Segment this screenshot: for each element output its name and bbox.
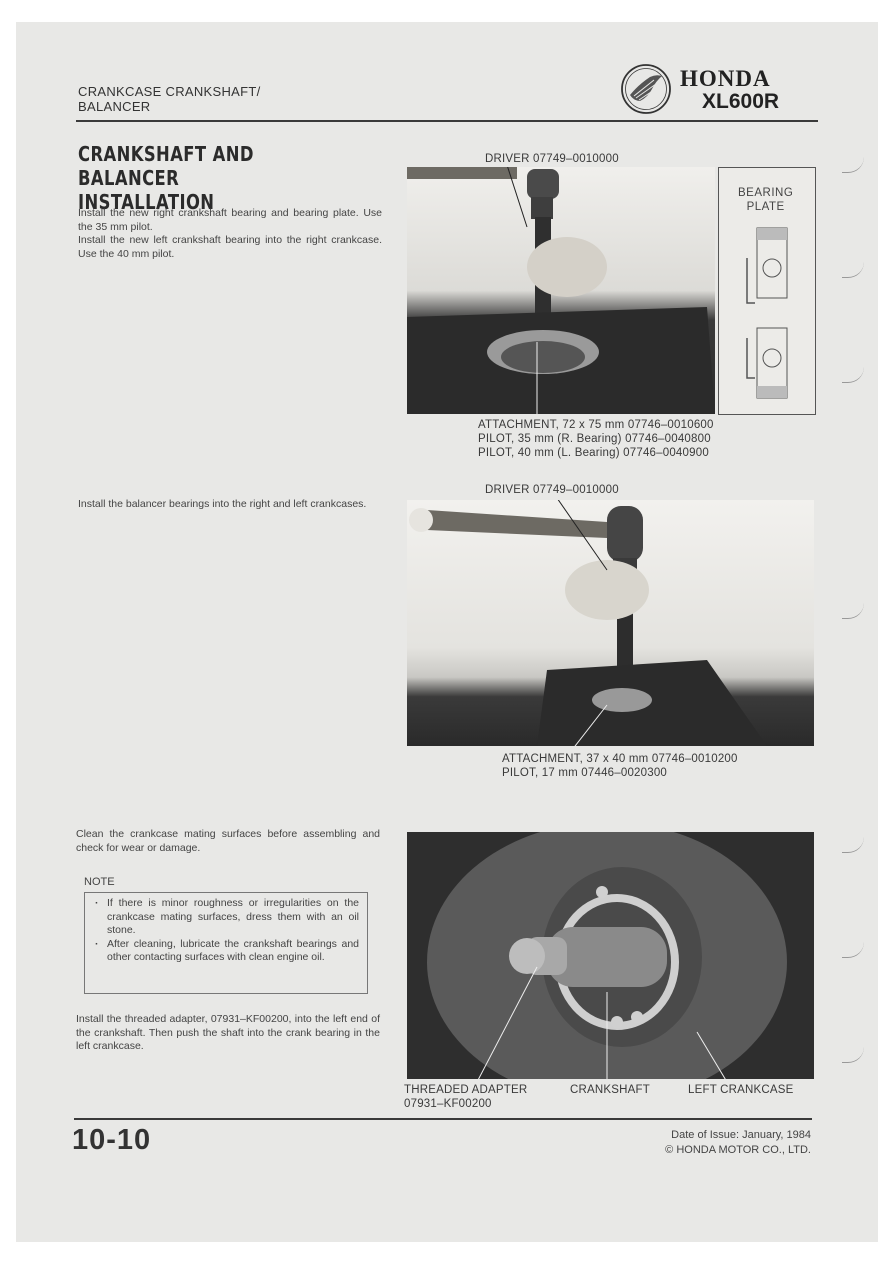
copyright: © HONDA MOTOR CO., LTD. xyxy=(665,1144,811,1156)
figure3-crankshaft-label: CRANKSHAFT xyxy=(570,1084,650,1096)
figure1-driver-label: DRIVER 07749–0010000 xyxy=(485,153,619,165)
figure1-pilot-right-label: PILOT, 35 mm (R. Bearing) 07746–0040800 xyxy=(478,433,711,445)
threaded-adapter-part-number: 07931–KF00200 xyxy=(404,1098,492,1110)
instruction-balancer-bearings: Install the balancer bearings into the right and left crankcases. xyxy=(78,498,367,510)
issue-info xyxy=(600,1128,811,1158)
figure2-attachment-label: ATTACHMENT, 37 x 40 mm 07746–0010200 xyxy=(502,753,738,765)
figure1-pilot-left-label: PILOT, 40 mm (L. Bearing) 07746–0040900 xyxy=(478,447,709,459)
instruction-threaded-adapter: Install the threaded adapter, 07931–KF00200, into the left end of the crankshaft. Then push the shaft into the crank bearing in the left crankcase. xyxy=(76,1013,380,1052)
figure2-pilot-label: PILOT, 17 mm 07446–0020300 xyxy=(502,767,668,779)
bearing-plate-label xyxy=(738,186,793,214)
section-title xyxy=(78,142,324,214)
bearing-plate-label-line1: BEARING xyxy=(738,187,794,199)
page-number: 10-10 xyxy=(72,1124,152,1156)
figure3-left-crankcase-label: LEFT CRANKCASE xyxy=(688,1084,794,1096)
figure1-tool-labels xyxy=(478,418,714,460)
section-title-line2: INSTALLATION xyxy=(78,190,215,214)
honda-wing-logo-icon xyxy=(620,63,672,115)
note-item: · After cleaning, lubricate the crankshaft bearings and other contacting surfaces with clean engine oil. xyxy=(93,938,359,965)
figure2-illustration xyxy=(407,500,814,746)
instruction-bearings xyxy=(78,207,382,261)
brand-name: HONDA xyxy=(680,66,771,91)
section-header-line2: BALANCER xyxy=(78,99,151,114)
figure1-photo xyxy=(407,167,715,414)
note-label: NOTE xyxy=(84,876,115,888)
figure2-tool-labels xyxy=(502,752,738,780)
footer-divider xyxy=(74,1118,812,1120)
note-item: · If there is minor roughness or irregularities on the crankcase mating surfaces, dress them with an oil stone. xyxy=(93,897,359,938)
note-box xyxy=(84,892,368,994)
figure3-illustration xyxy=(407,832,814,1079)
figure3-threaded-adapter-label xyxy=(404,1083,527,1111)
instruction-left-bearing: Install the new left crankshaft bearing into the right crankcase. Use the 40 mm pilot. xyxy=(78,234,382,260)
bearing-plate-label-line2: PLATE xyxy=(746,201,785,213)
figure3-photo xyxy=(407,832,814,1079)
threaded-adapter-name: THREADED ADAPTER xyxy=(404,1084,528,1096)
instruction-right-bearing: Install the new right crankshaft bearing and bearing plate. Use the 35 mm pilot. xyxy=(78,207,382,233)
section-header-line1: CRANKCASE CRANKSHAFT/ xyxy=(78,84,261,99)
figure2-photo xyxy=(407,500,814,746)
figure2-driver-label: DRIVER 07749–0010000 xyxy=(485,484,619,496)
issue-date: Date of Issue: January, 1984 xyxy=(671,1129,811,1141)
model-name: XL600R xyxy=(702,90,780,113)
figure1-attachment-label: ATTACHMENT, 72 x 75 mm 07746–0010600 xyxy=(478,419,714,431)
section-title-line1: CRANKSHAFT AND BALANCER xyxy=(78,142,254,190)
instruction-clean-surfaces: Clean the crankcase mating surfaces before assembling and check for wear or damage. xyxy=(76,828,380,854)
section-header xyxy=(78,84,261,114)
header-divider xyxy=(76,120,818,122)
figure1-illustration xyxy=(407,167,715,414)
